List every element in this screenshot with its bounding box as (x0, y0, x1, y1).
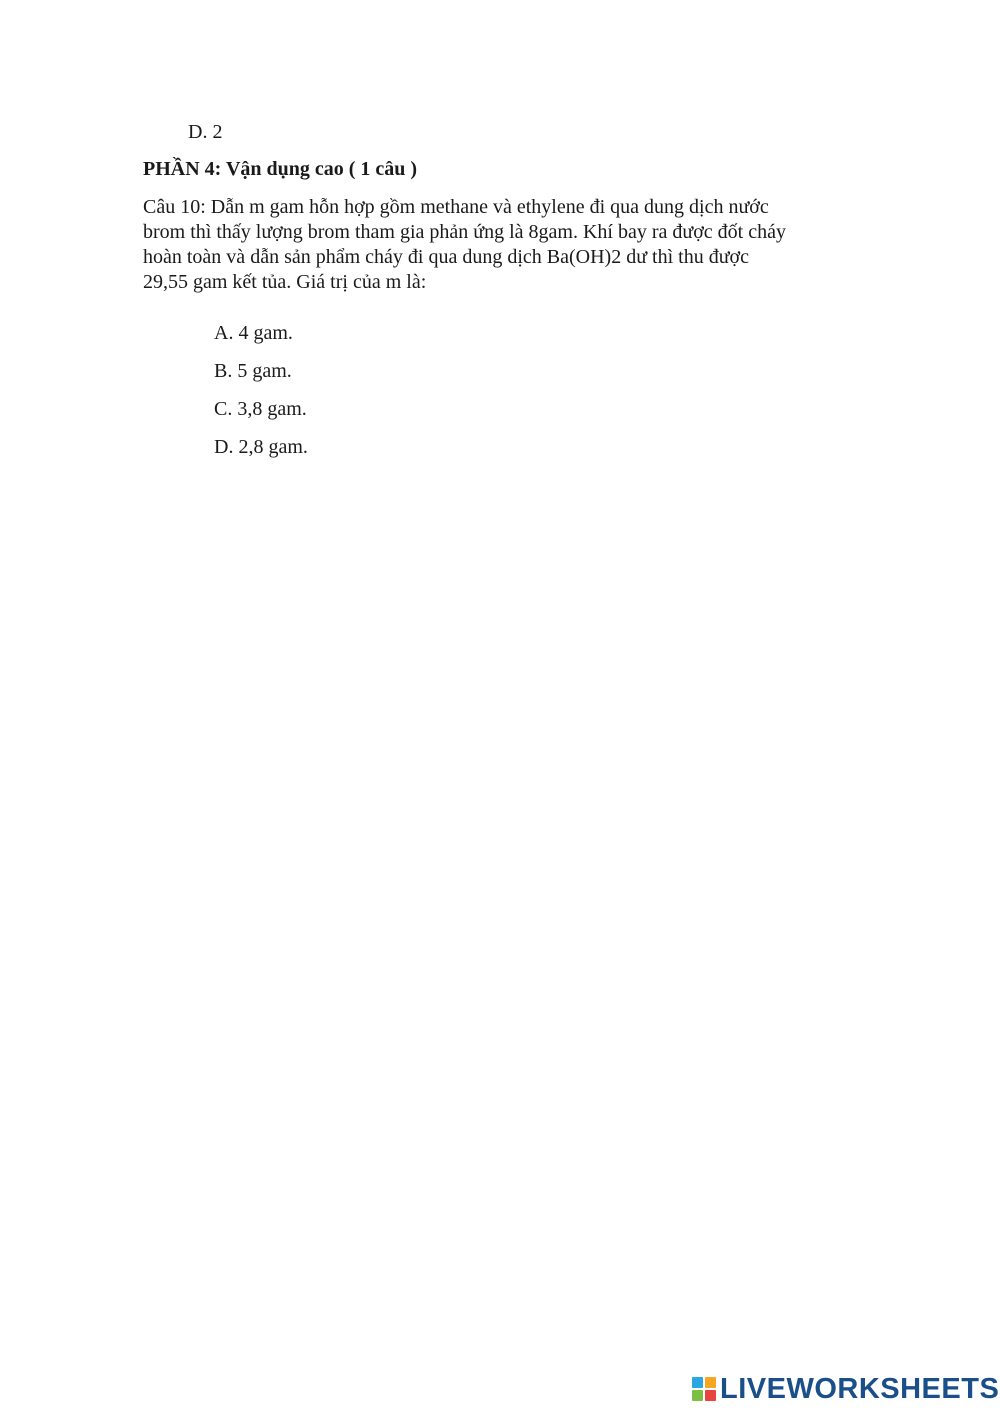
question-line: hoàn toàn và dẫn sản phẩm cháy đi qua dung dịch Ba(OH)2 dư thì thu được (143, 246, 750, 268)
answer-options (214, 320, 308, 472)
answer-option-d[interactable]: D. 2,8 gam. (214, 436, 308, 458)
liveworksheets-logo-icon (692, 1377, 716, 1401)
question-line: brom thì thấy lượng brom tham gia phản ứng là 8gam. Khí bay ra được đốt cháy (143, 221, 786, 243)
question-text (143, 195, 863, 295)
answer-option-c[interactable]: C. 3,8 gam. (214, 398, 307, 420)
question-line: Câu 10: Dẫn m gam hỗn hợp gồm methane và ethylene đi qua dung dịch nước (143, 196, 769, 218)
liveworksheets-footer[interactable] (692, 1373, 999, 1405)
answer-option-b[interactable]: B. 5 gam. (214, 360, 292, 382)
brand-name: LIVEWORKSHEETS (720, 1372, 1000, 1405)
answer-option-a[interactable]: A. 4 gam. (214, 322, 293, 344)
question-line: 29,55 gam kết tủa. Giá trị của m là: (143, 271, 427, 293)
section-title: PHẦN 4: Vận dụng cao ( 1 câu ) (143, 158, 418, 180)
previous-answer-option[interactable]: D. 2 (188, 121, 223, 143)
